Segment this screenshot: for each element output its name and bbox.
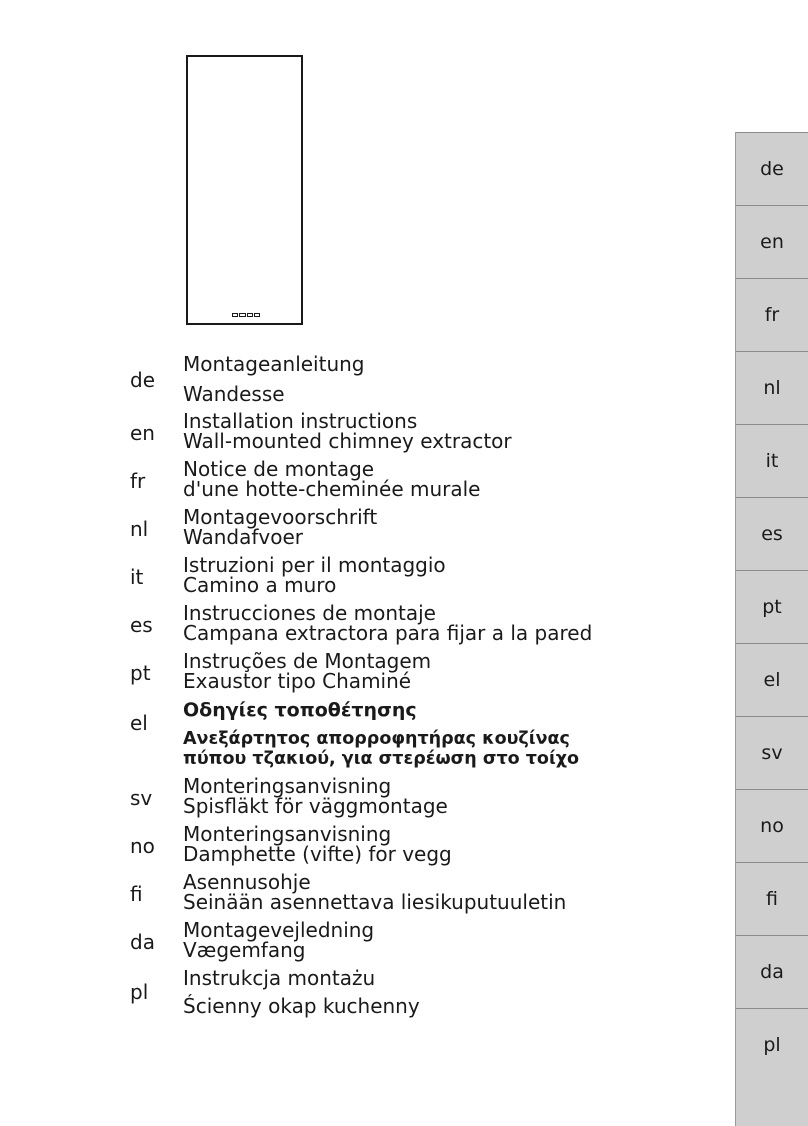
subtitle-line: Vægemfang bbox=[183, 938, 306, 962]
language-code: da bbox=[130, 930, 155, 954]
subtitle-line: Ανεξάρτητος απορροφητήρας κουζίνας bbox=[183, 729, 570, 749]
tab-en[interactable]: en bbox=[736, 205, 808, 278]
tab-pl[interactable]: pl bbox=[736, 1008, 808, 1081]
title-line: Monteringsanvisning bbox=[183, 774, 392, 798]
title-line: Instrukcja montażu bbox=[183, 966, 376, 990]
language-code: sv bbox=[130, 786, 153, 810]
title-line: Istruzioni per il montaggio bbox=[183, 553, 446, 577]
tab-fi[interactable]: fi bbox=[736, 862, 808, 935]
subtitle-line: Damphette (vifte) for vegg bbox=[183, 842, 452, 866]
title-line: Montageanleitung bbox=[183, 352, 365, 376]
control-button-icon bbox=[254, 313, 260, 317]
tab-es[interactable]: es bbox=[736, 497, 808, 570]
title-line: Instruções de Montagem bbox=[183, 649, 432, 673]
subtitle-line: Ścienny okap kuchenny bbox=[183, 994, 420, 1018]
tab-pt[interactable]: pt bbox=[736, 570, 808, 643]
tab-da[interactable]: da bbox=[736, 935, 808, 1008]
subtitle-line: Camino a muro bbox=[183, 573, 337, 597]
control-button-icon bbox=[247, 313, 253, 317]
language-code: es bbox=[130, 613, 153, 637]
language-code: fr bbox=[130, 469, 146, 493]
language-code: el bbox=[130, 711, 148, 735]
tab-sv[interactable]: sv bbox=[736, 716, 808, 789]
tab-it[interactable]: it bbox=[736, 424, 808, 497]
subtitle-line: Campana extractora para fijar a la pared bbox=[183, 621, 593, 645]
subtitle-line: πύπου τζακιού, για στερέωση στο τοίχο bbox=[183, 749, 580, 769]
title-line: Notice de montage bbox=[183, 457, 375, 481]
language-code: no bbox=[130, 834, 155, 858]
tab-fr[interactable]: fr bbox=[736, 278, 808, 351]
subtitle-line: Spisfläkt för väggmontage bbox=[183, 794, 448, 818]
language-code: fi bbox=[130, 882, 143, 906]
control-button-icon bbox=[232, 313, 238, 317]
language-code: pt bbox=[130, 661, 151, 685]
language-code: pl bbox=[130, 980, 149, 1004]
hood-illustration bbox=[186, 55, 303, 325]
control-button-icon bbox=[239, 313, 245, 317]
title-line: Οδηγίες τοποθέτησης bbox=[183, 699, 417, 721]
title-line: Montagevoorschrift bbox=[183, 505, 378, 529]
title-line: Montagevejledning bbox=[183, 918, 375, 942]
subtitle-line: Wall-mounted chimney extractor bbox=[183, 429, 512, 453]
tab-no[interactable]: no bbox=[736, 789, 808, 862]
subtitle-line: Exaustor tipo Chaminé bbox=[183, 669, 412, 693]
title-line: Monteringsanvisning bbox=[183, 822, 392, 846]
subtitle-line: Seinään asennettava liesikuputuuletin bbox=[183, 890, 567, 914]
language-tab-strip bbox=[735, 132, 808, 1126]
title-line: Installation instructions bbox=[183, 409, 418, 433]
subtitle-line: Wandafvoer bbox=[183, 525, 304, 549]
subtitle-line: Wandesse bbox=[183, 382, 285, 406]
language-code: it bbox=[130, 565, 144, 589]
subtitle-line: d'une hotte-cheminée murale bbox=[183, 477, 481, 501]
title-line: Instrucciones de montaje bbox=[183, 601, 436, 625]
title-line: Asennusohje bbox=[183, 870, 311, 894]
language-code: de bbox=[130, 368, 155, 392]
language-code: nl bbox=[130, 517, 149, 541]
language-code: en bbox=[130, 421, 155, 445]
tab-nl[interactable]: nl bbox=[736, 351, 808, 424]
tab-de[interactable]: de bbox=[736, 132, 808, 205]
control-panel-icon bbox=[232, 313, 260, 317]
tab-el[interactable]: el bbox=[736, 643, 808, 716]
